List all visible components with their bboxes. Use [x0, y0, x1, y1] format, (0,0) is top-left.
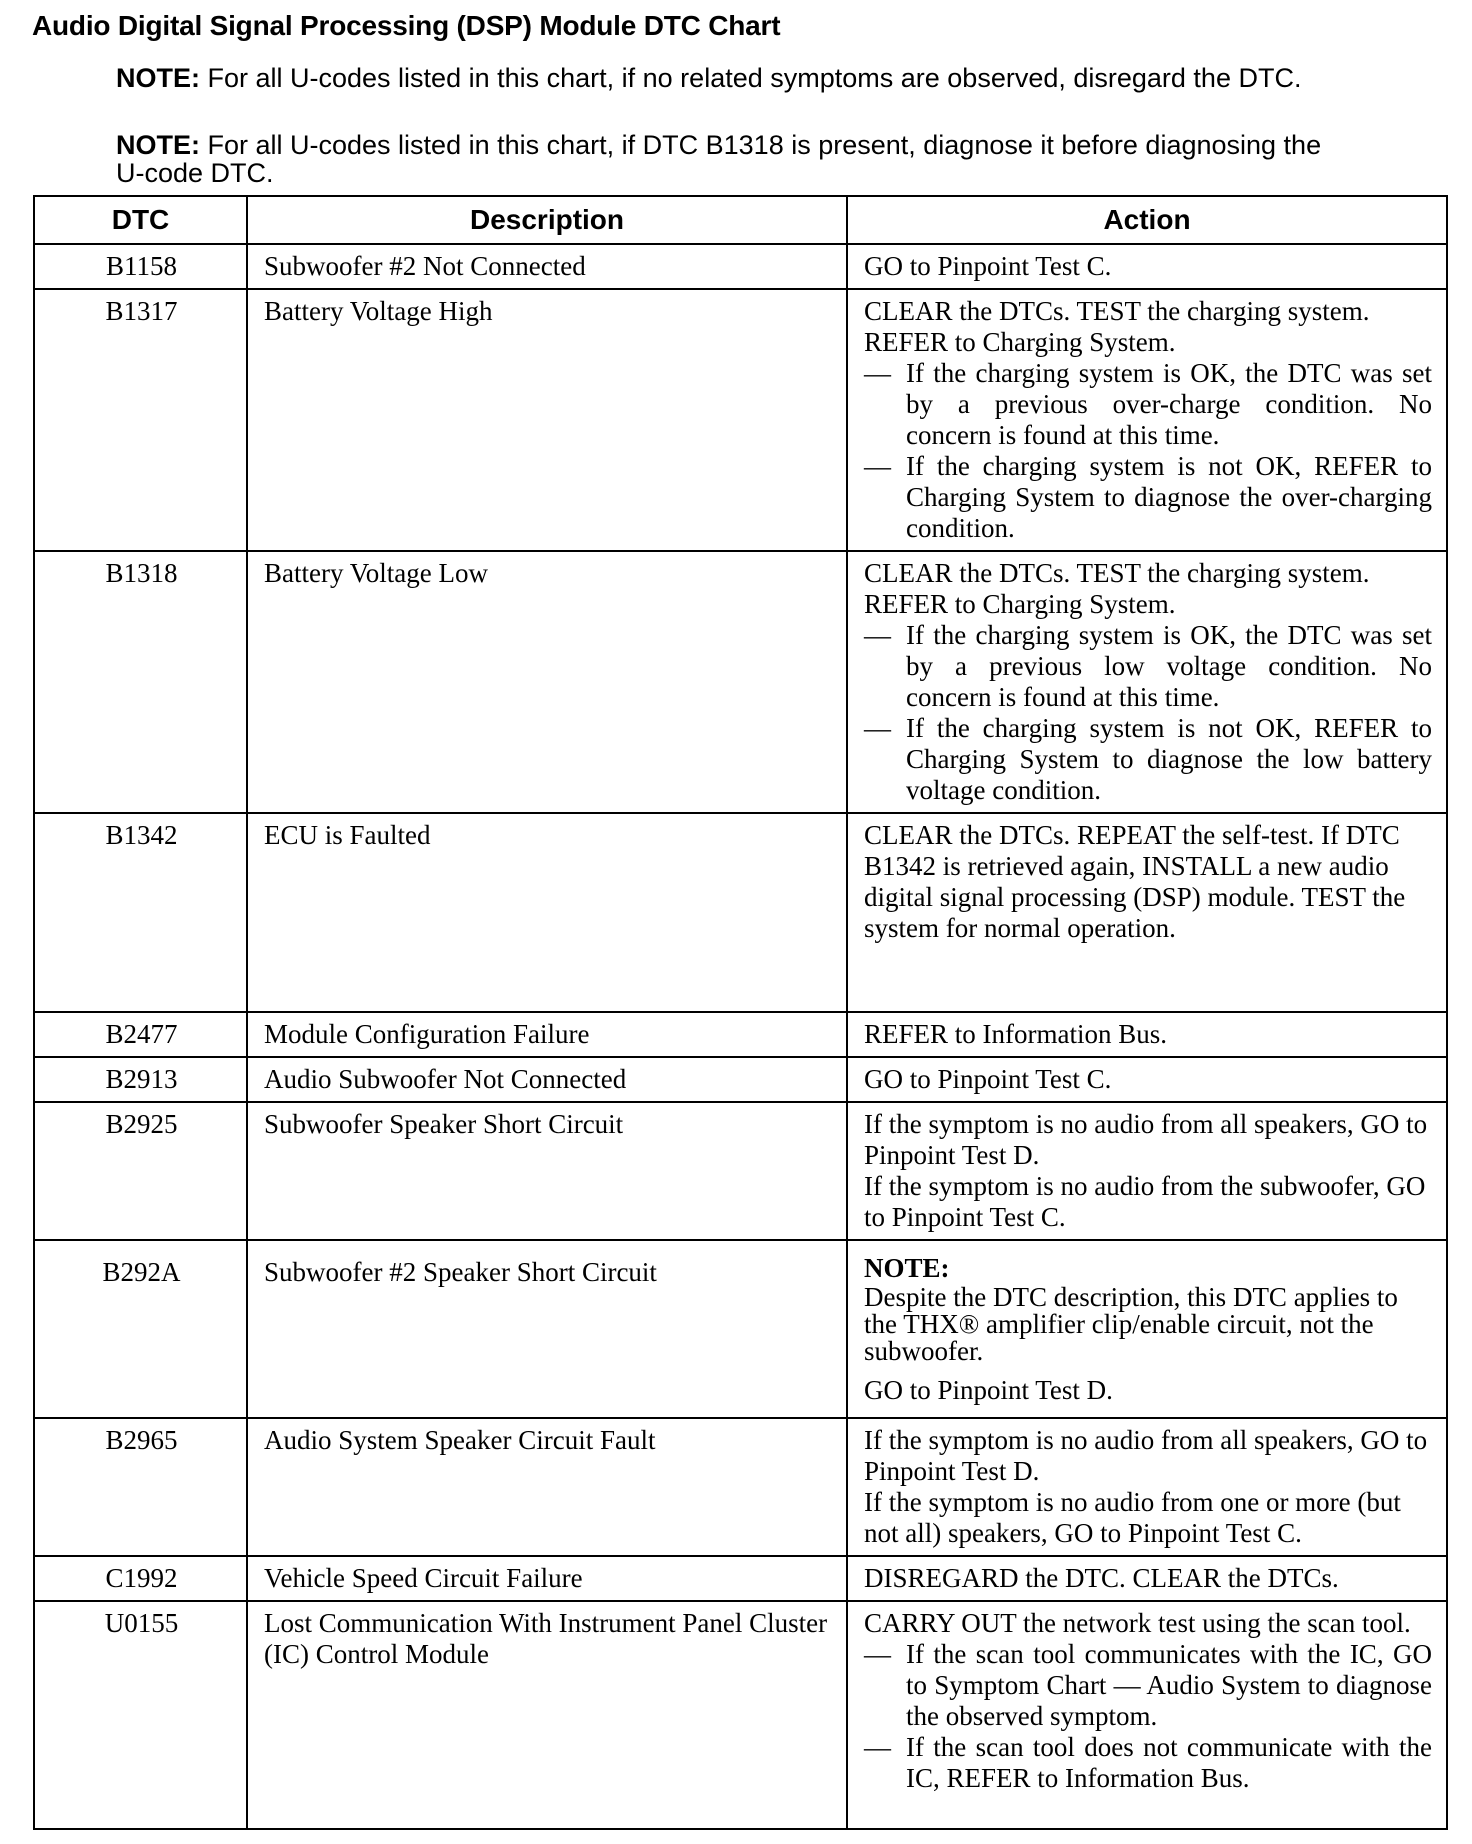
table-row — [34, 551, 1447, 813]
action-bullet: — If the scan tool communicates with the IC, GO to Symptom Chart — Audio System to diagnose the observed symptom. — [864, 1639, 1432, 1731]
table-row — [34, 1418, 1447, 1556]
note-1-label: NOTE: — [116, 63, 200, 93]
note-2-label: NOTE: — [116, 130, 200, 160]
action-text: If the symptom is no audio from all speakers, GO to Pinpoint Test D. — [864, 1425, 1428, 1486]
dtc-code: C1992 — [34, 1556, 247, 1601]
table-row — [34, 1057, 1447, 1102]
dtc-description: Lost Communication With Instrument Panel Cluster (IC) Control Module — [247, 1601, 847, 1829]
dtc-code: B1318 — [34, 551, 247, 813]
dtc-description: Subwoofer #2 Speaker Short Circuit — [247, 1240, 847, 1418]
note-2-text: For all U-codes listed in this chart, if DTC B1318 is present, diagnose it before diagnosing the U-code DTC. — [116, 130, 1322, 188]
dtc-action — [847, 1012, 1447, 1057]
action-text: DISREGARD the DTC. CLEAR the DTCs. — [864, 1563, 1339, 1593]
action-text: GO to Pinpoint Test C. — [864, 251, 1112, 281]
dtc-action — [847, 813, 1447, 1012]
dtc-action — [847, 1240, 1447, 1418]
dtc-code: B1342 — [34, 813, 247, 1012]
table-row — [34, 1012, 1447, 1057]
table-row — [34, 244, 1447, 289]
dtc-action — [847, 244, 1447, 289]
dtc-description: Vehicle Speed Circuit Failure — [247, 1556, 847, 1601]
action-text: If the symptom is no audio from all speakers, GO to Pinpoint Test D. — [864, 1109, 1428, 1170]
action-spacer — [864, 1365, 1432, 1375]
dtc-action — [847, 1556, 1447, 1601]
action-bullet-text: If the charging system is OK, the DTC was set by a previous low voltage condition. No concern is found at this time. — [906, 620, 1432, 712]
action-bullet-text: If the scan tool does not communicate with the IC, REFER to Information Bus. — [906, 1732, 1432, 1793]
dtc-action — [847, 1418, 1447, 1556]
table-row — [34, 289, 1447, 551]
note-1 — [116, 64, 1346, 92]
action-text: CLEAR the DTCs. REPEAT the self-test. If DTC B1342 is retrieved again, INSTALL a new audio digital signal processing (DSP) module. TEST the system for normal operation. — [864, 820, 1406, 943]
action-text: If the symptom is no audio from one or more (but not all) speakers, GO to Pinpoint Test C. — [864, 1487, 1401, 1548]
action-text: If the symptom is no audio from the subwoofer, GO to Pinpoint Test C. — [864, 1171, 1426, 1232]
header-description: Description — [247, 196, 847, 244]
dtc-code: B292A — [34, 1240, 247, 1418]
action-text: CARRY OUT the network test using the scan tool. — [864, 1608, 1411, 1638]
dtc-description: Battery Voltage High — [247, 289, 847, 551]
table-row — [34, 1556, 1447, 1601]
dtc-code: U0155 — [34, 1601, 247, 1829]
table-row — [34, 813, 1447, 1012]
action-text: GO to Pinpoint Test D. — [864, 1375, 1113, 1405]
action-bullet: — If the scan tool does not communicate with the IC, REFER to Information Bus. — [864, 1732, 1432, 1793]
dtc-code: B2913 — [34, 1057, 247, 1102]
action-bullet: — If the charging system is OK, the DTC was set by a previous over-charge condition. No concern is found at this time. — [864, 358, 1432, 450]
dtc-description: Subwoofer Speaker Short Circuit — [247, 1102, 847, 1240]
header-dtc: DTC — [34, 196, 247, 244]
table-header-row — [34, 196, 1447, 244]
action-bullet-text: If the charging system is not OK, REFER to Charging System to diagnose the low battery voltage condition. — [906, 713, 1432, 805]
dtc-description: Audio System Speaker Circuit Fault — [247, 1418, 847, 1556]
dtc-code: B2925 — [34, 1102, 247, 1240]
action-bullet-text: If the scan tool communicates with the IC, GO to Symptom Chart — Audio System to diagnose the observed symptom. — [906, 1639, 1432, 1731]
note-2 — [116, 131, 1346, 187]
action-bullet-text: If the charging system is OK, the DTC was set by a previous over-charge condition. No concern is found at this time. — [906, 358, 1432, 450]
note-1-text: For all U-codes listed in this chart, if no related symptoms are observed, disregard the DTC. — [200, 63, 1302, 93]
dtc-action — [847, 551, 1447, 813]
action-text: CLEAR the DTCs. TEST the charging system. REFER to Charging System. — [864, 296, 1370, 357]
dtc-code: B2965 — [34, 1418, 247, 1556]
dtc-description: ECU is Faulted — [247, 813, 847, 1012]
dtc-description: Audio Subwoofer Not Connected — [247, 1057, 847, 1102]
action-text: REFER to Information Bus. — [864, 1019, 1167, 1049]
table-row — [34, 1601, 1447, 1829]
action-bullet: — If the charging system is not OK, REFER to Charging System to diagnose the low battery voltage condition. — [864, 713, 1432, 805]
dtc-description: Battery Voltage Low — [247, 551, 847, 813]
dtc-code: B2477 — [34, 1012, 247, 1057]
dtc-action — [847, 1601, 1447, 1829]
action-bullet-text: If the charging system is not OK, REFER to Charging System to diagnose the over-charging condition. — [906, 451, 1432, 543]
action-note-label: NOTE: — [864, 1253, 950, 1283]
dtc-description: Subwoofer #2 Not Connected — [247, 244, 847, 289]
dtc-action — [847, 289, 1447, 551]
dtc-description: Module Configuration Failure — [247, 1012, 847, 1057]
dtc-code: B1158 — [34, 244, 247, 289]
header-action: Action — [847, 196, 1447, 244]
dtc-code: B1317 — [34, 289, 247, 551]
action-text: CLEAR the DTCs. TEST the charging system. REFER to Charging System. — [864, 558, 1370, 619]
dtc-table — [33, 195, 1448, 1830]
action-note-text: Despite the DTC description, this DTC applies to the THX® amplifier clip/enable circuit, not the subwoofer. — [864, 1282, 1398, 1366]
action-bullet: — If the charging system is not OK, REFER to Charging System to diagnose the over-charging condition. — [864, 451, 1432, 543]
dtc-action — [847, 1102, 1447, 1240]
table-row — [34, 1240, 1447, 1418]
table-row — [34, 1102, 1447, 1240]
dtc-action — [847, 1057, 1447, 1102]
chart-title: Audio Digital Signal Processing (DSP) Module DTC Chart — [32, 10, 781, 41]
action-text: GO to Pinpoint Test C. — [864, 1064, 1112, 1094]
action-bullet: — If the charging system is OK, the DTC was set by a previous low voltage condition. No concern is found at this time. — [864, 620, 1432, 712]
